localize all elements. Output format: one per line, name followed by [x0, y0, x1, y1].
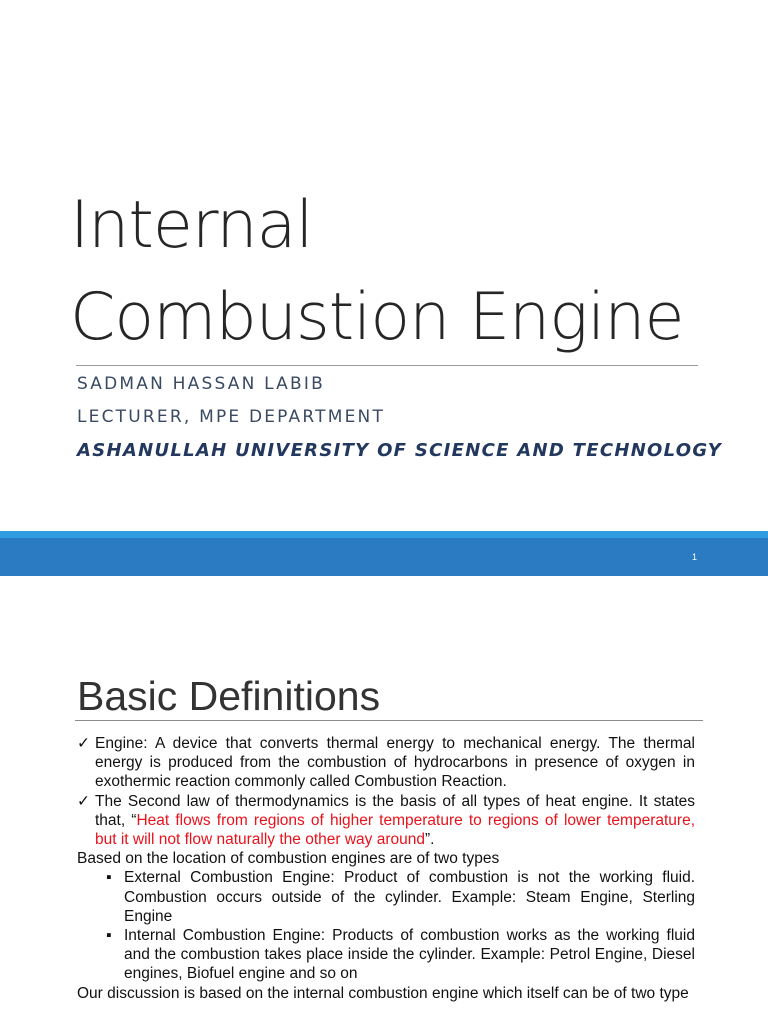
page-number: 1 — [692, 552, 698, 562]
square-bullet-icon: ▪ — [106, 869, 112, 887]
title-line-2: Combustion Engine — [70, 280, 684, 355]
footer-band-highlight — [0, 531, 768, 538]
check-icon: ✓ — [77, 792, 90, 810]
heading-divider — [75, 720, 703, 721]
check-icon: ✓ — [77, 735, 90, 752]
list-item-text: Engine: A device that converts thermal energy to mechanical energy. The thermal energy is produced from the combustion of hydrocarbons in presence of oxygen in exothermic reaction commonly called Combustion Reaction. — [95, 735, 695, 791]
list-item-text: Internal Combustion Engine: Products of combustion works as the working fluid and the combustion takes place inside the cylinder. Example: Petrol Engine, Diesel engines, Biofuel engine and so on — [124, 927, 695, 983]
closing-text: Our discussion is based on the internal combustion engine which itself can be of two type — [77, 984, 689, 1002]
title-divider — [76, 365, 698, 366]
author-name: SADMAN HASSAN LABIB — [77, 374, 325, 394]
author-role: LECTURER, MPE DEPARTMENT — [77, 407, 386, 427]
slide-title — [70, 180, 750, 364]
list-item-external — [77, 868, 695, 926]
second-law-prefix: The Second law of thermodynamics is the basis of all types of heat engine. It states that, “ — [95, 792, 695, 829]
list-item-internal — [77, 926, 695, 984]
square-bullet-icon: ▪ — [106, 927, 112, 945]
list-item-second-law — [77, 792, 695, 850]
types-intro: Based on the location of combustion engines are of two types — [77, 850, 500, 868]
university-name: ASHANULLAH UNIVERSITY OF SCIENCE AND TECHNOLOGY — [77, 440, 723, 461]
list-item-text: External Combustion Engine: Product of combustion is not the working fluid. Combustion occurs outside of the cylinder. Example: Steam Engine, Sterling Engine — [124, 869, 695, 925]
second-law-suffix: ”. — [424, 831, 435, 849]
slide-heading: Basic Definitions — [77, 673, 381, 719]
title-line-1: Internal — [70, 188, 313, 263]
footer-band — [0, 538, 768, 576]
slide-body — [77, 734, 695, 1003]
list-item-engine — [77, 734, 695, 792]
second-law-quote: Heat flows from regions of higher temperature to regions of lower temperature, but it will not flow naturally the other way around — [95, 811, 696, 849]
